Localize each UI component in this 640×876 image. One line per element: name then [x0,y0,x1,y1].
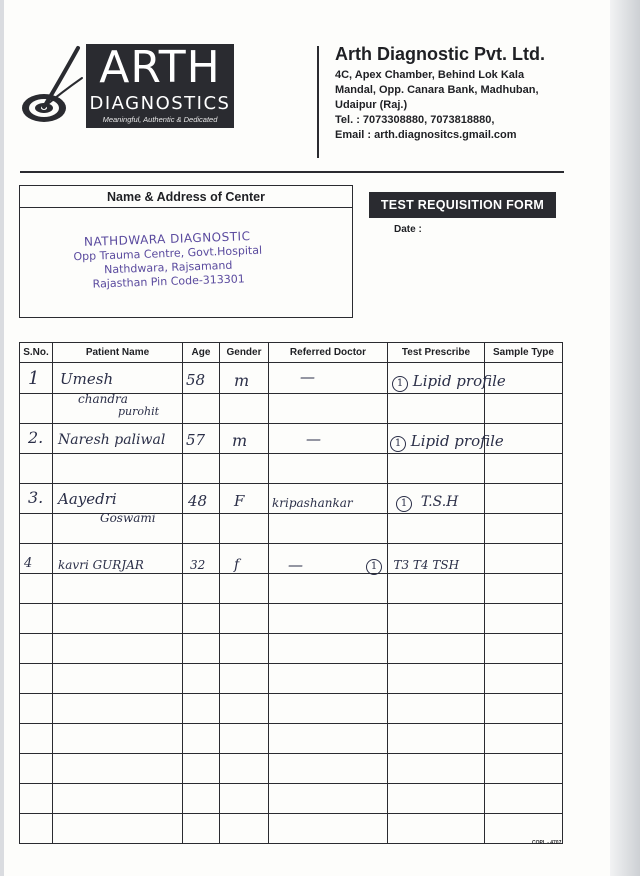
table-header-row [20,343,563,363]
entry-doctor: — [288,556,303,574]
table-cell [183,514,220,544]
date-label: Date : [394,224,422,235]
table-cell [20,394,53,424]
table-cell [388,604,485,634]
table-cell [388,394,485,424]
table-cell [269,574,388,604]
form-title: TEST REQUISITION FORM [369,192,556,218]
table-cell [388,634,485,664]
table-cell [53,814,183,844]
table-cell [20,514,53,544]
table-cell [53,604,183,634]
table-row [20,664,563,694]
table-row [20,754,563,784]
company-logo [86,44,234,128]
table-cell [269,394,388,424]
entry-sno: 3. [28,488,44,507]
table-cell [388,754,485,784]
table-cell [485,454,563,484]
table-cell [485,634,563,664]
test-number-circle: 1 [396,496,412,512]
test-number-circle: 1 [366,559,382,575]
entry-sno: 1 [28,368,40,389]
table-cell [53,754,183,784]
table-cell [53,454,183,484]
table-cell [485,664,563,694]
table-cell [269,784,388,814]
entry-sno: 2. [28,428,44,447]
table-cell [220,514,269,544]
table-cell [485,604,563,634]
stamp-address-line: Opp Trauma Centre, Govt.Hospital [73,243,263,264]
logo-tagline: Meaningful, Authentic & Dedicated [102,115,218,124]
table-row [20,694,563,724]
table-cell [388,694,485,724]
entry-name: purohit [118,405,160,418]
entry-test-name: T3 T4 TSH [393,558,460,572]
table-cell [485,724,563,754]
test-number-circle: 1 [390,436,406,452]
entry-name: Goswami [100,511,156,525]
center-box-heading: Name & Address of Center [20,186,352,208]
table-cell [388,724,485,754]
table-row [20,724,563,754]
test-number-circle: 1 [392,376,408,392]
patient-table [19,342,563,844]
table-cell [388,454,485,484]
table-cell [269,363,388,394]
entry-name: Aayedri [58,490,117,508]
table-row [20,604,563,634]
table-cell [269,514,388,544]
table-cell [220,574,269,604]
col-header-test-prescribe: Test Prescribe [388,343,485,363]
table-cell [183,694,220,724]
col-header-patient-name: Patient Name [53,343,183,363]
entry-test [396,494,458,512]
table-cell [220,634,269,664]
table-cell [20,814,53,844]
table-row [20,574,563,604]
target-logo-icon [18,44,84,128]
table-cell [485,694,563,724]
table-cell [388,814,485,844]
entry-test-name: Lipid profile [412,372,506,390]
table-cell [20,454,53,484]
table-cell [269,694,388,724]
table-cell [485,544,563,574]
table-cell [53,574,183,604]
table-cell [388,514,485,544]
logo-sub-text: DIAGNOSTICS [89,93,231,114]
table-cell [485,394,563,424]
col-header-age: Age [183,343,220,363]
center-address-box [19,185,353,318]
stamp-center-name: NATHDWARA DIAGNOSTIC [83,229,251,249]
entry-gender: m [232,431,248,450]
table-cell [20,754,53,784]
table-cell [53,664,183,694]
header-divider [317,46,319,158]
table-cell [269,724,388,754]
col-header-referred-doctor: Referred Doctor [269,343,388,363]
company-name: Arth Diagnostic Pvt. Ltd. [335,44,546,64]
entry-sno: 4 [24,556,33,571]
entry-age: 58 [186,371,206,389]
entry-name: Naresh paliwal [58,432,166,448]
company-address: 4C, Apex Chamber, Behind Lok Kala Mandal, Opp. Canara Bank, Madhuban, Udaipur (Raj.) Tel. : 7073308880, 7073818880, Email : arth.diagnositcs.gmail.com [335,69,539,141]
table-cell [220,754,269,784]
table-cell [269,754,388,784]
entry-test [366,558,459,575]
table-cell [183,454,220,484]
form-code: COPL - 4707 [532,840,562,846]
table-cell [183,664,220,694]
table-cell [220,694,269,724]
table-row [20,814,563,844]
table-cell [20,634,53,664]
table-cell [220,394,269,424]
table-cell [20,664,53,694]
table-cell [220,814,269,844]
table-cell [485,574,563,604]
table-cell [220,544,269,574]
table-cell [485,754,563,784]
table-cell [183,754,220,784]
entry-gender: F [234,492,245,510]
table-cell [183,724,220,754]
table-cell [183,394,220,424]
entry-test-name: Lipid profile [410,432,504,450]
entry-doctor: — [300,368,315,386]
entry-name: Umesh [60,370,114,388]
page-edge-shadow [610,0,640,876]
table-cell [485,814,563,844]
entry-test [390,432,504,452]
table-cell [220,724,269,754]
table-cell [183,604,220,634]
table-cell [269,814,388,844]
table-cell [269,604,388,634]
table-cell [20,724,53,754]
table-cell [269,454,388,484]
table-cell [20,604,53,634]
table-cell [485,484,563,514]
table-cell [20,694,53,724]
entry-gender: f [234,557,240,573]
col-header-gender: Gender [220,343,269,363]
table-cell [20,574,53,604]
entry-age: 48 [188,492,208,510]
table-cell [183,634,220,664]
entry-doctor: kripashankar [272,496,353,510]
table-cell [220,604,269,634]
table-cell [269,424,388,454]
stamp-address-line: Rajasthan Pin Code-313301 [92,272,246,291]
table-cell [220,784,269,814]
table-cell [183,784,220,814]
table-cell [183,574,220,604]
table-row [20,454,563,484]
table-row [20,784,563,814]
entry-test-name: T.S.H [420,494,459,510]
table-cell [53,634,183,664]
col-header-sno: S.No. [20,343,53,363]
entry-doctor: — [306,430,321,448]
header-rule [20,171,564,173]
table-cell [485,514,563,544]
logo-main-text: ARTH [99,42,221,93]
col-header-sample-type: Sample Type [485,343,563,363]
stamp-address-line: Nathdwara, Rajsamand [103,258,233,277]
table-cell [269,664,388,694]
entry-name: kavri GURJAR [58,558,144,572]
table-cell [388,574,485,604]
table-cell [220,454,269,484]
table-cell [183,814,220,844]
center-stamp [67,229,269,293]
table-cell [388,784,485,814]
entry-gender: m [234,371,250,390]
table-cell [20,784,53,814]
table-cell [388,664,485,694]
entry-test [392,372,506,392]
entry-age: 57 [186,431,206,449]
table-cell [53,724,183,754]
entry-name: chandra [78,392,128,406]
table-cell [220,664,269,694]
entry-age: 32 [190,558,206,572]
table-cell [53,694,183,724]
table-cell [485,784,563,814]
table-cell [53,784,183,814]
table-row [20,634,563,664]
table-cell [269,634,388,664]
